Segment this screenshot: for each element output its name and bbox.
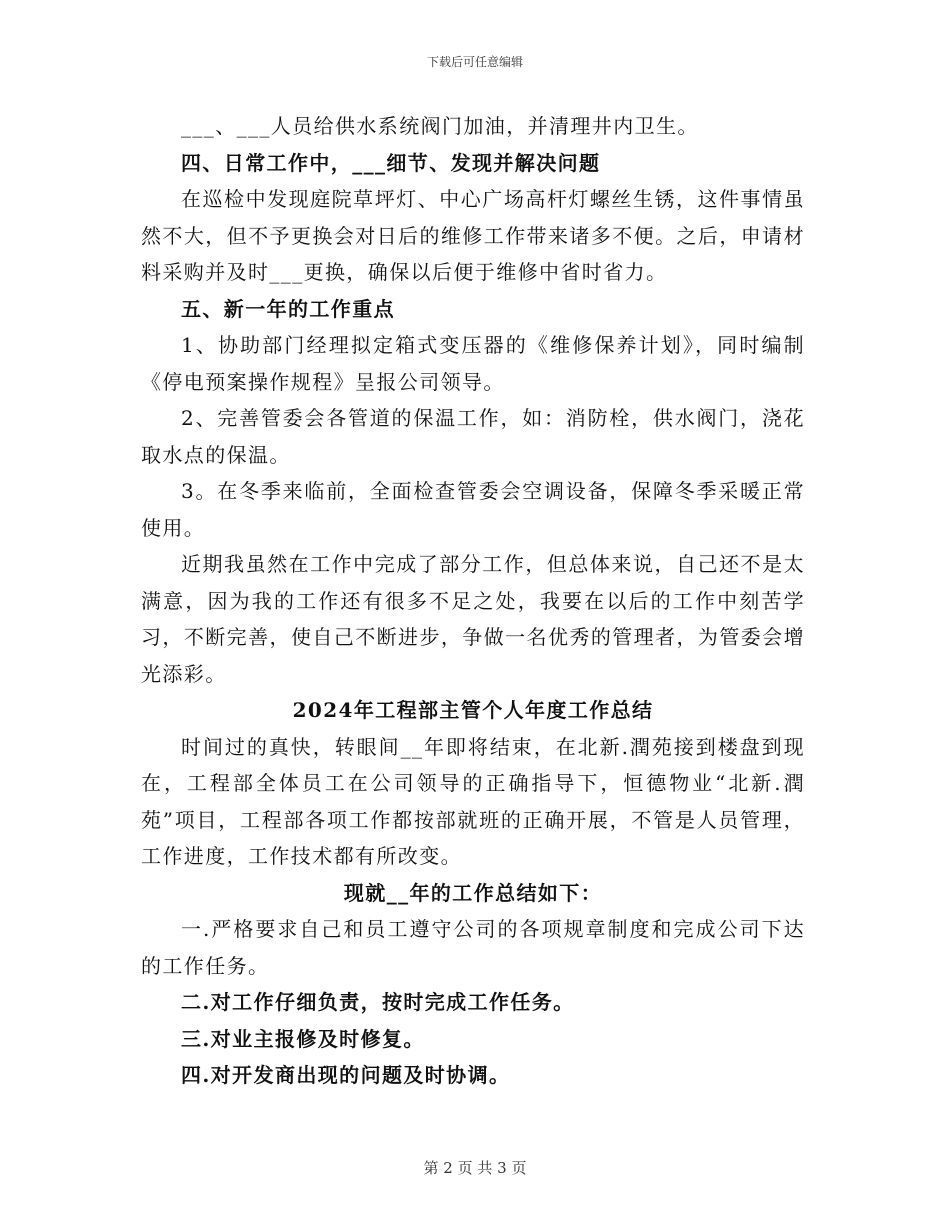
summary-point-4: 四.对开发商出现的问题及时协调。 bbox=[181, 1063, 511, 1087]
list-item-transformer-plan: 1、协助部门经理拟定箱式变压器的《维修保养计划》，同时编制《停电预案操作规程》呈报公司领导。 bbox=[141, 333, 805, 394]
summary-point-2: 二.对工作仔细负责，按时完成工作任务。 bbox=[181, 990, 575, 1014]
section-heading-daily-work: 四、日常工作中，___细节、发现并解决问题 bbox=[181, 150, 601, 175]
page-footer: 第 2 页 共 3 页 bbox=[423, 1159, 527, 1177]
paragraph-intro: 时间过的真快，转眼间__年即将结束，在北新.潤苑接到楼盘到现在，工程部全体员工在公司领导的正确指导下，恒德物业“北新.潤苑”项目，工程部各项工作都按部就班的正确开展，不管是人员管理，工作进度，工作技术都有所改变。 bbox=[141, 734, 805, 868]
document-title: 2024年工程部主管个人年度工作总结 bbox=[292, 698, 654, 722]
summary-point-1: 一.严格要求自己和员工遵守公司的各项规章制度和完成公司下达的工作任务。 bbox=[141, 917, 805, 978]
section-heading-new-year-focus: 五、新一年的工作重点 bbox=[181, 296, 395, 321]
paragraph-valve-maintenance: ___、___人员给供水系统阀门加油，并清理井内卫生。 bbox=[181, 114, 699, 138]
document-body bbox=[141, 108, 805, 1094]
paragraph-closing: 近期我虽然在工作中完成了部分工作，但总体来说，自己还不是太满意，因为我的工作还有很多不足之处，我要在以后的工作中刻苦学习，不断完善，使自己不断进步，争做一名优秀的管理者，为管委会增光添彩。 bbox=[141, 552, 805, 686]
summary-point-3: 三.对业主报修及时修复。 bbox=[181, 1026, 425, 1051]
summary-heading: 现就__年的工作总结如下： bbox=[343, 880, 603, 905]
list-item-pipe-insulation: 2、完善管委会各管道的保温工作，如：消防栓，供水阀门，浇花取水点的保温。 bbox=[141, 406, 805, 467]
paragraph-inspection: 在巡检中发现庭院草坪灯、中心广场高杆灯螺丝生锈，这件事情虽然不大，但不予更换会对日后的维修工作带来诸多不便。之后，申请材料采购并及时___更换，确保以后便于维修中省时省力。 bbox=[141, 187, 805, 284]
page-header: 下载后可任意编辑 bbox=[426, 55, 523, 69]
list-item-ac-inspection: 3。在冬季来临前，全面检查管委会空调设备，保障冬季采暖正常使用。 bbox=[141, 479, 805, 540]
